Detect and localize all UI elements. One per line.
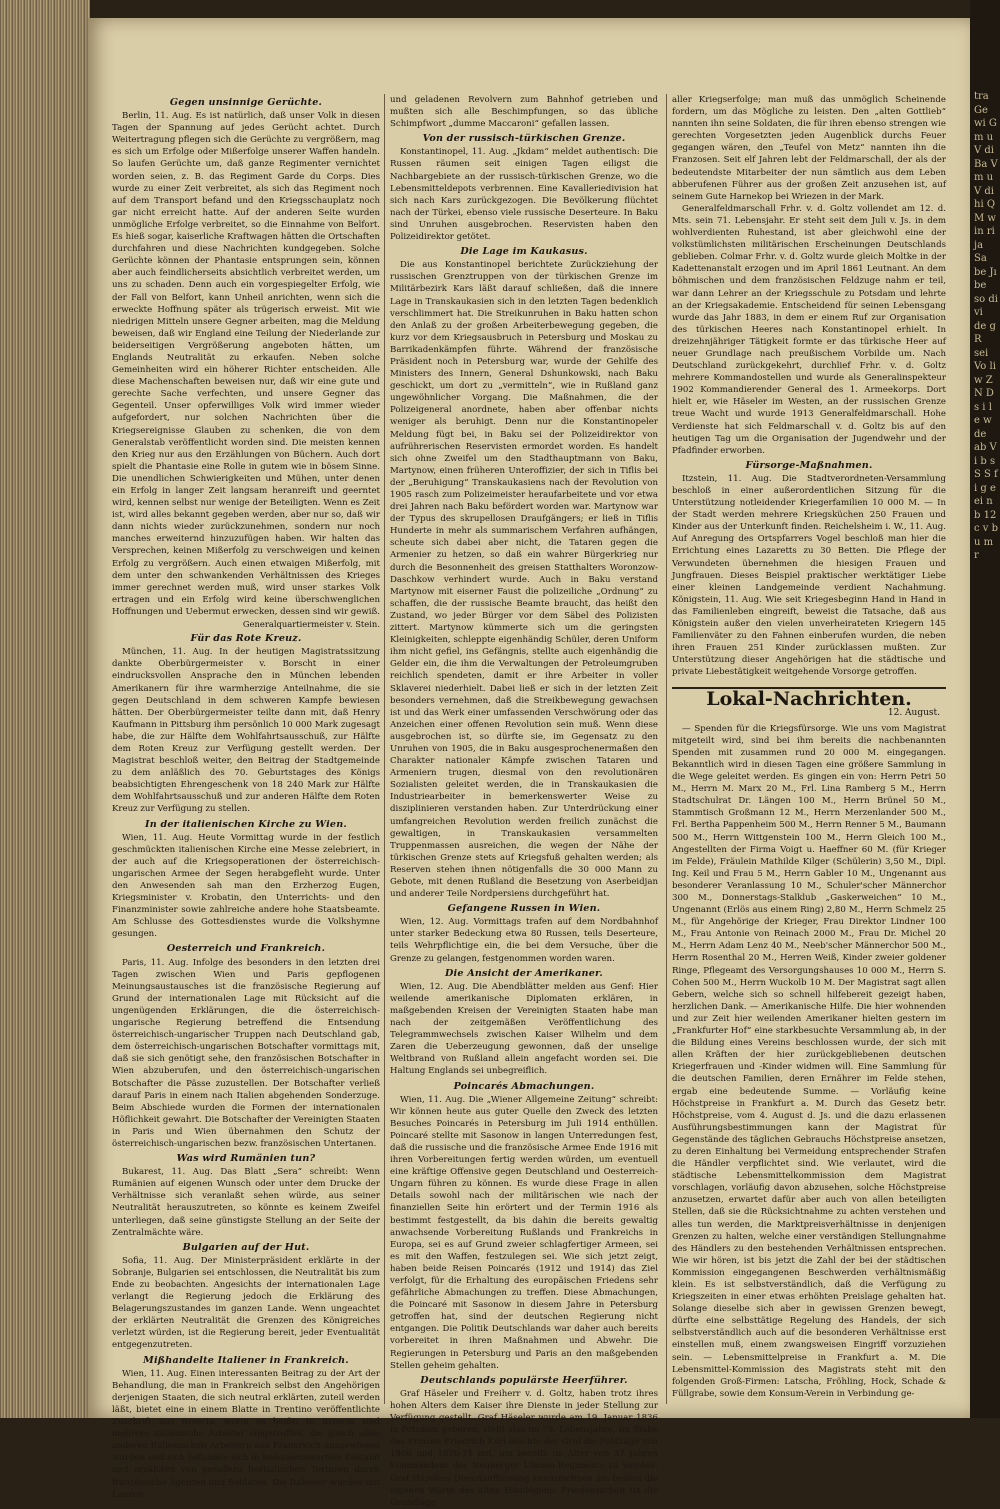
headline: Fürsorge-Maßnahmen. — [745, 459, 873, 471]
section-heading-local-news: Lokal-Nachrichten. — [672, 687, 946, 705]
headline: Poincarés Abmachungen. — [453, 1080, 595, 1092]
headline: In der italienischen Kirche zu Wien. — [145, 818, 347, 830]
article-signature: Generalquartiermeister v. Stein. — [242, 619, 380, 630]
next-page-text-fragment: tra Ge wi G m u V di Ba V m u V di hi Q M w in ri ja Sa be Jı be so di vi de g R sei Vo li w Z N D s i l e w de ab V i b s S S f i g e ei n b 12 c v b u m r — [974, 91, 999, 561]
section-date: 12. August. — [887, 707, 940, 718]
article-text: Wien, 11. Aug. Heute Vormittag wurde in der festlich geschmückten italienischen Kirche eine Messe zelebriert, in der auch auf die Kriegsoperationen der österreichisch-ungarischen Armee der Segen herabgefleht wurde. Unter den Anwesenden sah man den Erzherzog Eugen, Kriegsminister v. Krobatin, den Unterrichts- und den Finanzminister sowie zahlreiche andere hohe Staatsbeamte. Am Schlusse des Gottesdienstes wurde die Volkshymne gesungen. — [112, 832, 380, 940]
column-1 — [112, 94, 380, 1500]
headline: Deutschlands populärste Heerführer. — [420, 1374, 628, 1386]
headline: Mißhandelte Italiener in Frankreich. — [143, 1354, 349, 1366]
article-text: Paris, 11. Aug. Infolge des besonders in den letzten drei Tagen zwischen Wien und Paris gepflogenen Meinungsaustausches ist die französische Regierung auf Grund der internationalen Lage mit Rücksicht auf die ungenügenden Erklärungen, die die österreichisch-ungarische Regierung betreffend die Entsendung österreichisch-ungarischer Truppen nach Deutschland gab, dem österreichisch-ungarischen Botschafter vormittags mit, daß sie sich genötigt sehe, den französischen Botschafter in Wien abzuberufen, und den österreichisch-ungarischen Botschafter die Pässe zuzustellen. Der Botschafter verließ darauf Paris in einem nach Italien abgehenden Sonderzuge. Beim Abschiede wurden die Formen der internationalen Höflichkeit gewahrt. Die Botschafter der Vereinigten Staaten in Paris und Wien übernahmen den Schutz der österreichisch-ungarischen bezw. französischen Untertanen. — [112, 957, 380, 1149]
article-text: aller Kriegserfolge; man muß das unmöglich Scheinende fordern, um das Mögliche zu leisten. Den „alten Gottlieb“ nannten ihn seine Soldaten, die für ihren ebenso strengen wie gerechten Vorgesetzten jeden Augenblick durchs Feuer gegangen wären, den „Teufel von Metz“ nannten ihn die Franzosen. Seit elf Jahren lebt der Feldmarschall, der als der bedeutendste Mitarbeiter der nun sämtlich aus dem Leben abberufenen Führer aus der großen Zeit anzusehen ist, auf seinem Gute Harnekop bei Wriezen in der Mark. — [672, 95, 946, 202]
headline: Was wird Rumänien tun? — [176, 1153, 316, 1165]
article-text: Graf Häseler und Freiherr v. d. Goltz, haben trotz ihres hohen Alters dem Kaiser ihre Dienste in jeder Stellung zur Verfügung gestellt. Graf Häseler wurde am 19. Januar 1836 in Potsdam geboren, steht also im 79. Lebensjahre. Im Stabe des Prinzen Friedrich Karl machte der Graf die Feldzüge von 1866 und 1870-71 mit, um bereits im Alter von 37 Jahren Kommandeur des Neuberger Ulanen-Regiments zu werden. Graf Häselers Dienstauffassung kennzeichnen am besten die eigenen Worte des alten Haudegens: Friedensarbeit ist die Grundlage — [390, 1388, 658, 1508]
article-text: Itzstein, 11. Aug. Die Stadtverordneten-Versammlung beschloß in einer außerordentlichen Sitzung für die Unterstützung notleidender Kriegerfamilien 10 000 M. — In der Stadt werden mehrere Kriegsküchen 250 Frauen und Kinder aus der Unterkunft finden. Reichelsheim i. W., 11. Aug. Auf Anregung des Ortspfarrers Vogel beschloß man hier die Errichtung eines Lazaretts zu 30 Betten. Die Pflege der Verwundeten übernehmen die hiesigen Frauen und Jungfrauen. Dieses Beispiel praktischer werktätiger Liebe einer kleinen Landgemeinde verdient Nachahmung. Königstein, 11. Aug. Wie seit Kriegesbeginn Hand in Hand in das Familienleben eingreift, beweist die Tatsache, daß aus Königstein außer den vielen unverheirateten Kriegern 145 Familienväter zu den Fahnen einberufen wurden, die neben ihren Frauen 251 Kinder zurücklassen mußten. Zur Unterstützung dieser Angehörigen hat die städtische und private Liebestätigkeit weitgehende Vorsorge getroffen. — [672, 473, 946, 678]
headline: Oesterreich und Frankreich. — [166, 943, 326, 955]
article-text: Berlin, 11. Aug. Es ist natürlich, daß unser Volk in diesen Tagen der Spannung auf jedes Gerücht achtet. Durch Weitertragung pflegen sich die Gerüchte zu vergrößern, mag es sich um Erfolge oder Mißerfolge unserer Waffen handeln. So laufen Gerüchte um, daß ganze Regimenter vernichtet worden seien, z. B. das Regiment Garde du Corps. Dies wurde zu einer Zeit verbreitet, als sich das Regiment noch auf dem Transport befand und den Kriegsschauplatz noch gar nicht erreicht hatte. Auf der anderen Seite wurden unmögliche Erfolge verbreitet, so die Einnahme von Belfort. Es hieß sogar, kaiserliche Kraftwagen hätten die Ortschaften durchfahren und diese Nachrichten kundgegeben. Solche Gerüchte können der Phantasie entsprungen sein, können aber auch feindlicherseits absichtlich verbreitet werden, um uns zu schaden. Denn auch ein vorgespiegelter Erfolg, wie der Fall von Belfort, kann Unheil anrichten, wenn sich die erweckte Hoffnung später als trügerisch erweist. Mit wie niedrigen Mitteln unsere Gegner arbeiten, mag die Meldung beweisen, daß wir England eine Teilung der Niederlande zur beiderseitigen Vergrößerung angeboten hätten, um Englands Neutralität zu erkaufen. Neben solche Gemeinheiten wird ein höherer Richter entscheiden. Alle diese Machenschaften beweisen nur, daß wir eine gute und gerechte Sache verfechten, und unsere Gegner das Gegenteil. Unser opferwilliges Volk wird immer wieder aufgefordert, nur solchen Nachrichten über die Kriegsereignisse Glauben zu schenken, die von dem Generalstab veröffentlicht worden sind. Die meisten kennen den Krieg nur aus den Erzählungen von Büchern. Auch dort spielt die Phantasie eine Rolle in gutem wie in bösem Sinne. Die unendlichen Schwierigkeiten und Mühen, unter denen ein Erfolg in langer Zeit langsam heranreift und geerntet wird, kennen selbst nur wenige der Beteiligten. Wenn es Zeit ist, wird alles bekannt gegeben werden, aber nur so, daß wir dann nichts wieder zurückzunehmen, sondern nur noch manches erweiternd hinzuzufügen haben. Wir halten das Versprechen, keinen Mißerfolg zu verschweigen und keinen Erfolg zu vergrößern. Auch einen etwaigen Mißerfolg, mit dem unter den schwankenden Verhältnissen des Krieges immer gerechnet werden muß, wird unser starkes Volk ertragen und ein Erfolg wird keine überschwenglichen Hoffnungen und Uebermut erwecken, dessen sind wir gewiß. — [112, 111, 380, 617]
article-text: München, 11. Aug. In der heutigen Magistratssitzung dankte Oberbürgermeister v. Borscht in einer eindrucksvollen Ansprache den in München lebenden Amerikanern für ihre warmherzige Anteilnahme, die sie gegen Deutschland in dem schweren Kampfe bewiesen hätten. Der Oberbürgermeister teilte dann mit, daß Henry Kaufmann in Pittsburg ihm persönlich 10 000 Mark zugesagt habe, die zur Hälfte dem Wohlfahrtsausschuß, zur Hälfte dem Roten Kreuz zur Verfügung gestellt werden. Der Magistrat beschloß weiter, den Beitrag der Stadtgemeinde zu dem anläßlich des 70. Geburtstages des Königs beabsichtigten Ehrengeschenk von 18 240 Mark zur Hälfte dem Wohlfahrtsausschuß und zur anderen Hälfte dem Roten Kreuz zur Verfügung zu stellen. — [112, 647, 380, 815]
article-text: Bukarest, 11. Aug. Das Blatt „Sera“ schreibt: Wenn Rumänien auf eigenen Wunsch oder unter dem Drucke der Verhältnisse sich veranlaßt sehen würde, aus seiner Neutralität herauszutreten, so könnte es keinem Zweifel unterliegen, daß seine günstigste Stellung an der Seite der Zentralmächte wäre. — [112, 1167, 380, 1238]
article-text: Wien, 12. Aug. Die Abendblätter melden aus Genf: Hier weilende amerikanische Diplomaten erklären, in maßgebenden Kreisen der Vereinigten Staaten habe man nach der zeitgemäßen Veröffentlichung des Telegrammwechsels zwischen Kaiser Wilhelm und dem Zaren die Ueberzeugung gewonnen, daß der unselige Weltbrand von Rußland allein angefacht worden sei. Die Haltung Englands sei unbegreiflich. — [390, 981, 658, 1077]
article-text: — Spenden für die Kriegsfürsorge. Wie uns vom Magistrat mitgeteilt wird, sind bei ihm bereits die nachbenannten Spenden mit zusammen rund 20 000 M. eingegangen. Bekanntlich wird in diesen Tagen eine größere Sammlung in die Wege geleitet werden. Es gingen ein von: Herrn Petri 50 M., Herrn M. Marx 20 M., Frl. Lina Ramberg 5 M., Herrn Stadtschulrat Dr. Längen 100 M., Herrn Brünel 50 M., Stammtisch Großmann 12 M., Herrn Merzenlander 500 M., Frl. Bertha Pappenheim 500 M., Herrn Renner 5 M., Baumann 500 M., Herrn Wittgenstein 100 M., Herrn Gleich 100 M., Angestellten der Firma Voigt u. Haeffner 60 M. (für Krieger im Felde), Fräulein Mathilde Kilger (Schülerin) 3,50 M., Dipl. Ing. Keil und Frau 5 M., Herrn Gabler 10 M., Ungenannt aus besonderer Veranlassung 10 M., Schuler'scher Männerchor 300 M., Donnerstags-Stalklub „Gaskerweichen“ 10 M., Ungenannt (Erlös aus einem Ring) 2,80 M., Herrn Schmelz 25 M., für Angehörige der Krieger, Frau Direktor Lindner 100 M., Frau Antonie von Reinach 2000 M., Frau Dr. Michel 20 M., Herrn Adam Lenz 40 M., Neeb'scher Männerchor 500 M., Herrn Rosenthal 20 M., Herren Weiß, Kinder zweier goldener Ringe, Pflegeamt des Versorgungshauses 10 000 M., Herrn S. Cohen 500 M., Herrn Wuckolb 10 M. Der Magistrat sagt allen Gebern, welche sich so schnell hilfebereit gezeigt haben, herzlichen Dank. — Amerikanische Hilfe. Die hier wohnenden und zur Zeit hier weilenden Amerikaner hielten gestern im „Frankfurter Hof“ eine starkbesuchte Versammlung ab, in der die Bildung eines Vereins beschlossen wurde, der sich mit allen Kräften der hier zurückgebliebenen deutschen Kriegerfrauen und -Kinder widmen will. Eine Sammlung für die deutschen Familien, deren Ernährer im Felde stehen, ergab eine bedeutende Summe. — Vorläufig keine Höchstpreise in Frankfurt a. M. Durch das Gesetz betr. Höchstpreise, vom 4. August d. Js. und die dazu erlassenen Ausführungsbestimmungen kann der Magistrat für Gegenstände des täglichen Gebrauchs Höchstpreise ansetzen, zu deren Einhaltung bei Vermeidung entsprechender Strafen die Händler verpflichtet sind. Wie verlautet, wird die städtische Lebensmittelkommission dem Magistrat vorschlagen, vorläufig davon abzusehen, solche Höchstpreise anzusetzen, erwartet dafür aber auch von allen beteiligten Stellen, daß sie die Rücksichtnahme zu achten verstehen und alles tun werden, die Marktpreisverhältnisse in denjenigen Grenzen zu halten, welche einer verständigen Stellungnahme des Händlers zu den bestehenden Verhältnissen entsprechen. Wie wir hören, ist bis jetzt die Zahl der bei der städtischen Kommission eingegangenen Beschwerden verhältnismäßig klein. Es ist selbstverständlich, daß die Verfügung zu Kriegszeiten in einer etwas erhöhten Preislage gehalten hat. Solange dieselbe sich aber in gewissen Grenzen bewegt, dürfte eine selbsttätige Regelung des Handels, der sich selbstverständlich auch auf die besonderen Verhältnisse erst einstellen muß, einem zwangsweisen Eingriff vorzuziehen sein. — Lebensmittelpreise in Frankfurt a. M. Die Lebensmittel-Kommission des Magistrats steht mit den folgenden Groß-Firmen: Latscha, Fröhling, Hock, Schade & Füllgrabe, sowie dem Konsum-Verein in Verbindung ge- — [672, 723, 946, 1399]
article-text: Generalfeldmarschall Frhr. v. d. Goltz vollendet am 12. d. Mts. sein 71. Lebensjahr. Er steht seit dem Juli v. Js. in dem wohlverdienten Ruhestand, ist aber gleichwohl eine der volkstümlichsten militärischen Erscheinungen Deutschlands geblieben. Colmar Frhr. v. d. Goltz wurde gleich Moltke in der Kadettenanstalt erzogen und im April 1861 Leutnant. An dem böhmischen und dem französischen Feldzuge nahm er teil, war dann Lehrer an der Kriegsschule zu Potsdam und lehrte an der Kriegsakademie. Entscheidend für seinen Lebensgang wurde das Jahr 1883, in dem er einem Ruf zur Organisation des türkischen Heeres nach Konstantinopel erhielt. In dreizehnjähriger Tätigkeit formte er das türkische Heer auf neuer Grundlage nach preußischem Vorbilde um. Nach Deutschland zurückgekehrt, durchlief Frhr. v. d. Goltz mehrere Kommandostellen und wurde als Generalinspekteur 1902 Kommandierender General des 1. Armeekorps. Dort hielt er, wie Häseler im Westen, an der russischen Grenze treue Wacht und wurde 1913 Generalfeldmarschall. Hohe Verdienste hat sich Feldmarschall v. d. Goltz bis auf den heutigen Tag um die Organisation der Jugendwehr und der Pfadfinder erworben. — [672, 203, 946, 456]
article-text: Wien, 12. Aug. Vormittags trafen auf dem Nordbahnhof unter starker Bedeckung etwa 80 Russen, teils Deserteure, teils Wehrpflichtige ein, die bei dem Versuche, über die Grenze zu gelangen, festgenommen worden waren. — [390, 917, 658, 964]
headline: Für das Rote Kreuz. — [190, 633, 302, 645]
headline: Die Lage im Kaukasus. — [460, 246, 588, 258]
column-separator — [666, 94, 667, 1404]
article-text: Die aus Konstantinopel berichtete Zurückziehung der russischen Grenztruppen von der türkischen Grenze im Militärbezirk Kars läßt darauf schließen, daß die innere Lage in Transkaukasien sich in den letzten Tagen bedenklich verschlimmert hat. Die Streikunruhen in Baku hatten schon den Anlaß zu der großen Arbeiterbewegung gegeben, die kurz vor dem Kriegsausbruch in Petersburg und Moskau zu Barrikadenkämpfen führte. Während der französische Präsident noch in Petersburg war, wurde der Gehilfe des Ministers des Innern, General Dshunkowski, nach Baku geschickt, um dort zu „vermitteln“, wie in Rußland ganz ungewöhnlicher Vorgang. Die Maßnahmen, die der Polizeigeneral anordnete, haben aber offenbar nichts weniger als beruhigt. Denn nur die Konstantinopeler Meldung fügt bei, in Baku sei der Polizeidirektor von aufrührerischen Reservisten ermordet worden. Es handelt sich ohne Zweifel um den Stadthauptmann von Baku, Martynow, einen früheren Unteroffizier, der sich in Tiflis bei der „Beruhigung“ Transkaukasiens nach der Revolution von 1905 rasch zum Polizeimeister heraufarbeitete und vor etwa drei Jahren nach Baku befördert worden war. Martynow war der Typus des skrupellosen Draufgängers; er ließ in Tiflis Hunderte in mehr als summarischem Verfahren aufhängen, scheute sich dabei aber nicht, die Tataren gegen die Armenier zu hetzen, so daß ein wahrer Bürgerkrieg nur durch die Besonnenheit des greisen Statthalters Woronzow-Daschkow verhindert wurde. Auch in Baku verstand Martynow mit eiserner Faust die polizeiliche „Ordnung“ zu schaffen, die der russische Beamte braucht, das heißt den Zustand, wo jeder Bürger vor dem Säbel des Polizisten zittert. Martynow kümmerte sich um die geringsten Kleinigkeiten, schleppte eigenhändig Schüler, deren Uniform ihm nicht gefiel, ins Gefängnis, stellte auch eigenhändig die Gelder ein, die ihm die Verwaltungen der Petroleumgruben reichlich spendeten, damit er ihre Arbeiter in voller Sklaverei niederhielt. Dabei ließ er sich in der letzten Zeit besonders vernehmen, daß die Streikbewegung gewachsen ist und das Werk einer umfassenden Verschwörung oder das Anzeichen einer offenen Revolution sein muß. Wenn diese ausgebrochen ist, so dürfte sie, im Gegensatz zu den Unruhen von 1905, die in Baku ausgesprochenermaßen den Charakter nationaler Kämpfe zwischen Tataren und Armeniern trugen, diesmal von den revolutionären Sozialisten geleitet werden, die in Transkaukasien die Industriearbeiter in bemerkenswerter Weise zu disziplinieren verstanden haben. Zur Unterdrückung einer umfangreichen Revolution werden freilich zunächst die gewaltigen, in Transkaukasien versammelten Truppenmassen ausreichen, die wegen der Nähe der türkischen Grenze stets auf Kriegsfuß gehalten werden; als Reserven stehen ihnen nötigenfalls die 30 000 Mann zu Gebote, mit denen Rußland die Besetzung von Aserbeidjan und anderer Teile Nordpersiens durchgeführt hat. — [390, 260, 658, 900]
column-2 — [390, 94, 658, 1508]
headline: Von der russisch-türkischen Grenze. — [422, 133, 626, 145]
column-3 — [672, 94, 946, 1404]
article-text: und geladenen Revolvern zum Bahnhof getrieben und mußten sich alle Beschimpfungen, so das übliche Schimpfwort „dumme Maccaroni“ gefallen lassen. — [390, 95, 658, 130]
article-text: Konstantinopel, 11. Aug. „Jkdam“ meldet authentisch: Die Russen räumen seit einigen Tagen eiligst die Nachbargebiete an der russisch-türkischen Grenze, wo die Lebensmitteldepots verbrennen. Eine Kavalleriedivision hat sich nach Kars zurückgezogen. Die Bevölkerung flüchtet nach der Türkei, ebenso viele russische Deserteure. In Baku sind Unruhen ausgebrochen. Reservisten haben den Polizeidirektor getötet. — [390, 147, 658, 243]
headline: Gegen unsinnige Gerüchte. — [169, 97, 323, 108]
article-text: Sofia, 11. Aug. Der Ministerpräsident erklärte in der Sobranje, Bulgarien sei entschlossen, die Neutralität bis zum Ende zu beobachten. Angesichts der internationalen Lage verlangt die Regierung jedoch die Erklärung des Belagerungszustandes im ganzen Lande. Wenn ungeachtet der erklärten Neutralität die Grenzen des Königreiches verletzt würden, ist die Regierung bereit, jeder Eventualität entgegenzutreten. — [112, 1255, 380, 1351]
headline: Gefangene Russen in Wien. — [447, 903, 601, 915]
book-binding-edge — [0, 0, 90, 1418]
headline: Bulgarien auf der Hut. — [182, 1241, 310, 1253]
article-text: Wien, 11. Aug. Die „Wiener Allgemeine Zeitung“ schreibt: Wir können heute aus guter Quelle den Zweck des letzten Besuches Poincarés in Petersburg im Juli 1914 enthüllen. Poincaré stellte mit Sasonow in langen Unterredungen fest, daß die russische und die französische Armee Ende 1916 mit ihren Vorbereitungen fertig werden würden, um eventuell eine kräftige Offensive gegen Deutschland und Oesterreich-Ungarn führen zu können. Es wurde diese Frage in allen Details sowohl nach der militärischen wie nach der finanziellen Seite hin erörtert und der Termin 1916 als bestimmt festgestellt, da bis dahin die bereits gewaltig anwachsende Vorbereitung Rußlands und Frankreichs in Europa, sei es auf Grund zweier schlagfertiger Armeen, sei es mit den Waffen, festzulegen sei. Wie sich jetzt zeigt, haben beide Reisen Poincarés (1912 und 1914) das Ziel verfolgt, für die Erhaltung des europäischen Friedens sehr gefährliche Abmachungen zu treffen. Diese Abmachungen, die Poincaré mit Sasonow in diesem Jahre in Petersburg getroffen hat, sind der deutschen Regierung nicht entgangen. Die Politik Deutschlands war daher auch bereits vorbereitet in ihren Maßnahmen und Abwehr. Die Regierungen in Petersburg und Paris an den maßgebenden Stellen geheim gehalten. — [390, 1094, 658, 1371]
article-text: Wien, 11. Aug. Einen interessanten Beitrag zu der Art der Behandlung, die man in Frankreich selbst den Angehörigen derjenigen Staaten, die sich neutral erklärten, zuteil werden läßt, bietet eine in einem Blatte in Trentino veröffentlichte Zuschrift aus Brescia, worin es heißt: In Brescia sind mehrere italienische Arbeiter eingetroffen, die gleich allen anderen italienischen Arbeitern aus Frankreich ausgewiesen wurden und sich befanden sich in bedauernswertem Zustand und erzählten von geradezu bestialischen Torturen durch französische Agenten und Soldaten. Die Italiener wurden mit Lanzen — [112, 1368, 380, 1500]
headline: Die Ansicht der Amerikaner. — [445, 967, 603, 979]
column-separator — [384, 94, 385, 1404]
